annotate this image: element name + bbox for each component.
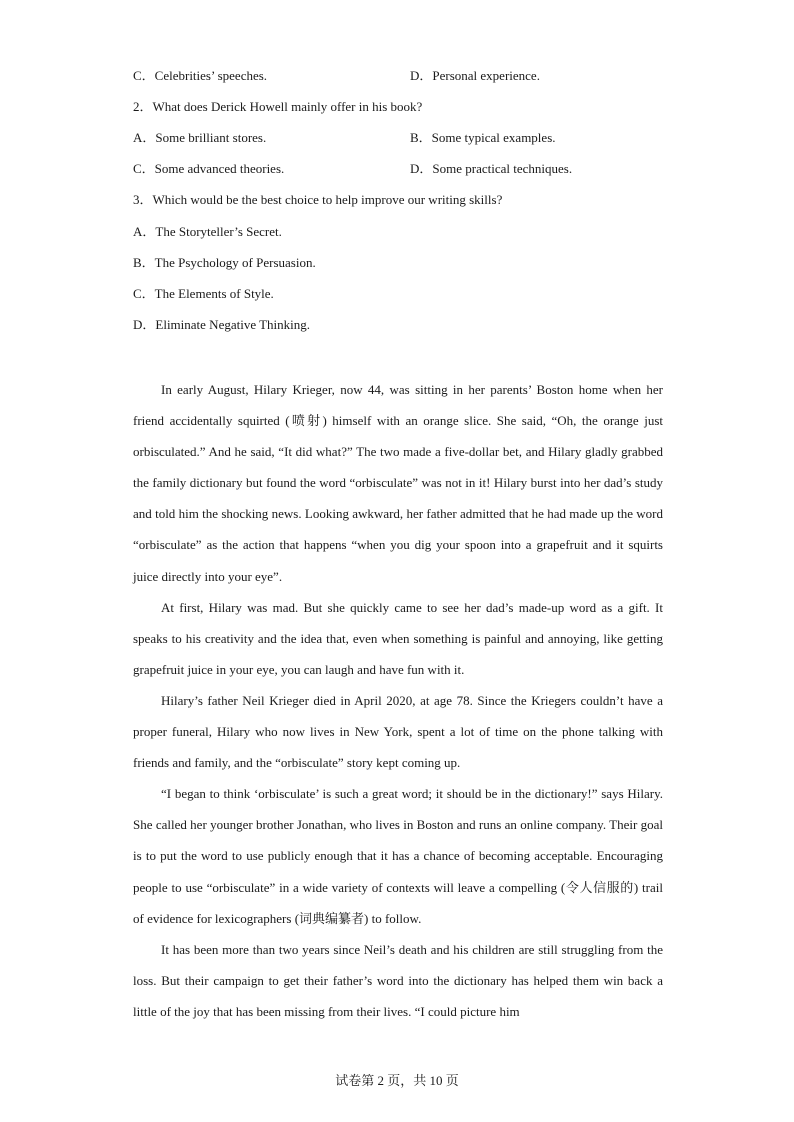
q3-option-c: C．The Elements of Style.: [133, 286, 274, 301]
passage-paragraph: Hilary’s father Neil Krieger died in April 2020, at age 78. Since the Kriegers couldn’t have a proper funeral, Hilary who now lives in New York, spent a lot of time on the phone talking with friends and family, and the “orbisculate” story kept coming up.: [133, 692, 663, 771]
q1-option-c: C．Celebrities’ speeches.: [133, 68, 268, 83]
q3-stem: 3．Which would be the best choice to help improve our writing skills?: [133, 192, 503, 207]
q3-option-a: A．The Storyteller’s Secret.: [133, 224, 282, 239]
q2-option-c: C．Some advanced theories.: [133, 161, 285, 176]
q3-option-b: B．The Psychology of Persuasion.: [133, 255, 316, 270]
q2-stem: 2．What does Derick Howell mainly offer in his book?: [133, 99, 423, 114]
q2-option-a: A．Some brilliant stores.: [133, 130, 267, 145]
passage-paragraph: “I began to think ‘orbisculate’ is such a great word; it should be in the dictionary!” says Hilary. She called her younger brother Jonathan, who lives in Boston and runs an online company. Their goal is to put the word to use publicly enough that it has a chance of becoming acceptable. Encouraging people to use “orbisculate” in a wide variety of contexts will leave a compelling (令人信服的) trail of evidence for lexicographers (词典编纂者) to follow.: [133, 786, 663, 926]
q2-option-b: B．Some typical examples.: [410, 130, 556, 145]
q3-option-d: D．Eliminate Negative Thinking.: [133, 317, 311, 332]
q1-option-d: D．Personal experience.: [410, 68, 540, 83]
passage-paragraph: At first, Hilary was mad. But she quickly came to see her dad’s made-up word as a gift. It speaks to his creativity and the idea that, even when something is painful and annoying, like getting grapefruit juice in your eye, you can laugh and have fun with it.: [133, 599, 663, 677]
passage-paragraph: It has been more than two years since Neil’s death and his children are still struggling from the loss. But their campaign to get their father’s word into the dictionary has helped them win back a little of the joy that has been missing from their lives. “I could picture him: [133, 941, 663, 1019]
q2-option-d: D．Some practical techniques.: [410, 161, 573, 176]
page-number-footer: 试卷第 2 页，共 10 页: [335, 1073, 459, 1088]
passage-paragraph: In early August, Hilary Krieger, now 44, was sitting in her parents’ Boston home when her friend accidentally squirted (喷射) himself with an orange slice. She said, “Oh, the orange just orbisculated.” And he said, “It did what?” The two made a five-dollar bet, and Hilary gladly grabbed the family dictionary but found the word “orbisculate” was not in it! Hilary burst into her dad’s study and told him the shocking news. Looking awkward, her father admitted that he had made up the word “orbisculate” as the action that happens “when you dig your spoon into a grapefruit and it squirts juice directly into your eye”.: [133, 382, 663, 584]
reading-passage: [133, 374, 663, 1027]
